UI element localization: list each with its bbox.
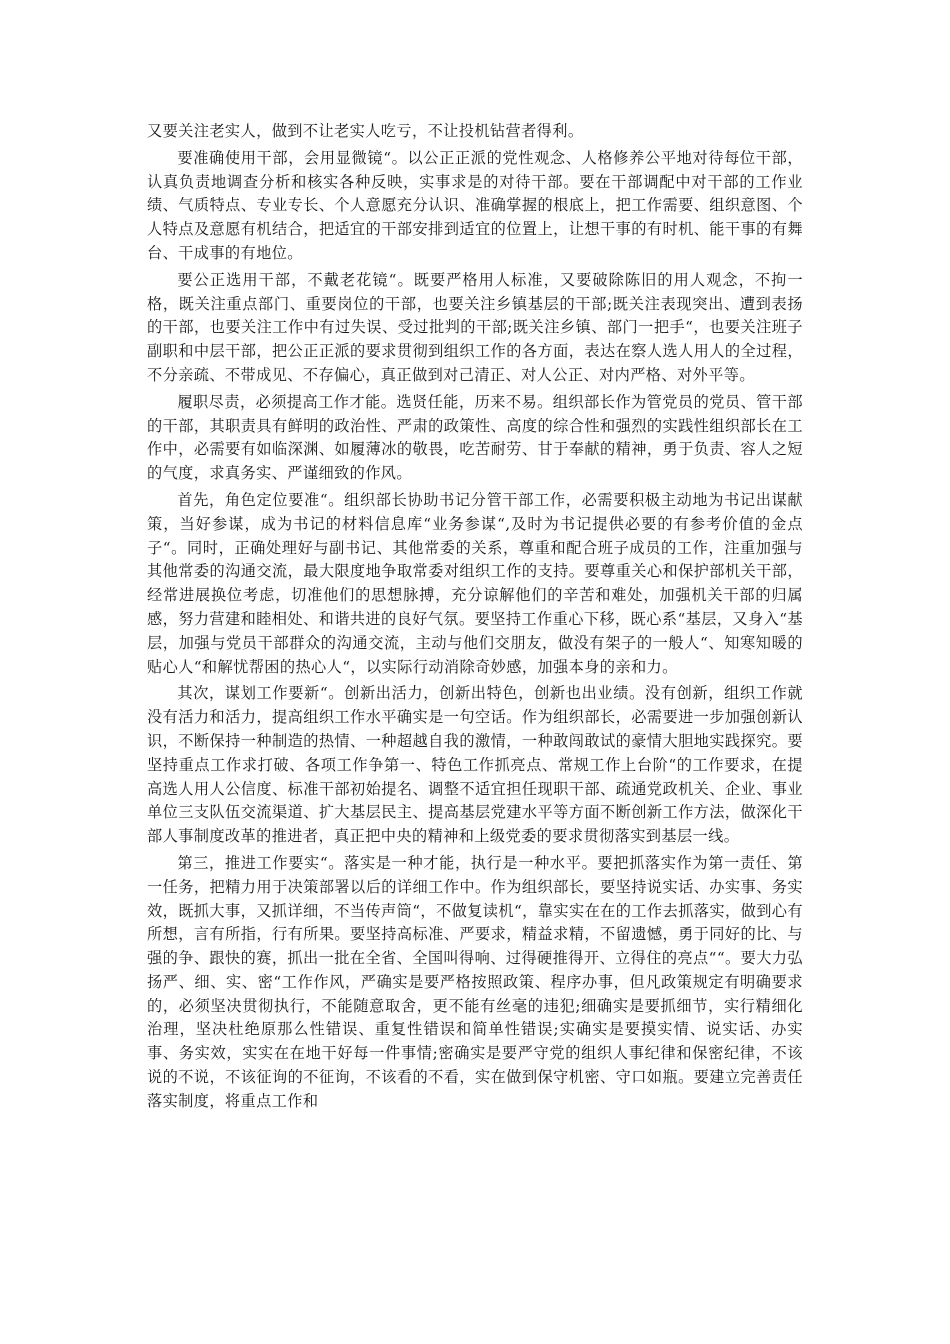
body-text <box>147 120 803 1117</box>
paragraph: 要准确使用干部，会用显微镜“。以公正正派的党性观念、人格修养公平地对待每位干部，认真负责地调查分析和核实各种反映，实事求是的对待干部。要在干部调配中对干部的工作业绩、气质特点、专业专长、个人意愿充分认识、准确掌握的根底上，把工作需要、组织意图、个人特点及意愿有机结合，把适宜的干部安排到适宜的位置上，让想干事的有时机、能干事的有舞台、干成事的有地位。 <box>147 148 803 262</box>
paragraph: 要公正选用干部，不戴老花镜“。既要严格用人标准，又要破除陈旧的用人观念，不拘一格，既关注重点部门、重要岗位的干部，也要关注乡镇基层的干部;既关注表现突出、遭到表扬的干部，也要关注工作中有过失误、受过批判的干部;既关注乡镇、部门一把手“，也要关注班子副职和中层干部，把公正正派的要求贯彻到组织工作的各方面，表达在察人选人用人的全过程，不分亲疏、不带成见、不存偏心，真正做到对己清正、对人公正、对内严格、对外平等。 <box>147 270 803 384</box>
paragraph: 第三，推进工作要实“。落实是一种才能，执行是一种水平。要把抓落实作为第一责任、第一任务，把精力用于决策部署以后的详细工作中。作为组织部长，要坚持说实话、办实事、务实效，既抓大事，又抓详细，不当传声筒“，不做复读机“，靠实实在在的工作去抓落实，做到心有所想，言有所指，行有所果。要坚持高标准、严要求，精益求精，不留遗憾，勇于同好的比、与强的争、跟快的赛，抓出一批在全省、全国叫得响、过得硬推得开、立得住的亮点““。要大力弘扬严、细、实、密“工作作风，严确实是要严格按照政策、程序办事，但凡政策规定有明确要求的，必须坚决贯彻执行，不能随意取舍，更不能有丝毫的违犯;细确实是要抓细节，实行精细化治理，坚决杜绝原那么性错误、重复性错误和简单性错误;实确实是要摸实情、说实话、办实事、务实效，实实在在地干好每一件事情;密确实是要严守党的组织人事纪律和保密纪律，不该说的不说，不该征询的不征询，不该看的不看，实在做到保守机密、守口如瓶。要建立完善责任落实制度，将重点工作和 <box>147 853 803 1110</box>
paragraph: 又要关注老实人，做到不让老实人吃亏，不让投机钻营者得利。 <box>147 122 584 140</box>
paragraph: 其次，谋划工作要新“。创新出活力，创新出特色，创新也出业绩。没有创新，组织工作就没有活力和活力，提高组织工作水平确实是一句空话。作为组织部长，必需要进一步加强创新认识，不断保持一种制造的热情、一种超越自我的激情，一种敢闯敢试的豪情大胆地实践探究。要坚持重点工作求打破、各项工作争第一、特色工作抓亮点、常规工作上台阶“的工作要求，在提高选人用人公信度、标准干部初始提名、调整不适宜担任现职干部、疏通党政机关、企业、事业单位三支队伍交流渠道、扩大基层民主、提高基层党建水平等方面不断创新工作方法，做深化干部人事制度改革的推进者，真正把中央的精神和上级党委的要求贯彻落实到基层一线。 <box>147 684 803 846</box>
paragraph: 履职尽责，必须提高工作才能。选贤任能，历来不易。组织部长作为管党员的党员、管干部的干部，其职责具有鲜明的政治性、严肃的政策性、高度的综合性和强烈的实践性组织部长在工作中，必需要有如临深渊、如履薄冰的敬畏，吃苦耐劳、甘于奉献的精神，勇于负责、容人之短的气度，求真务实、严谨细致的作风。 <box>147 392 803 483</box>
paragraph: 首先，角色定位要准“。组织部长协助书记分管干部工作，必需要积极主动地为书记出谋献策，当好参谋，成为书记的材料信息库“业务参谋“,及时为书记提供必要的有参考价值的金点子“。同时，正确处理好与副书记、其他常委的关系，尊重和配合班子成员的工作，注重加强与其他常委的沟通交流，最大限度地争取常委对组织工作的支持。要尊重关心和保护部机关干部，经常进展换位考虑，切准他们的思想脉搏，充分谅解他们的辛苦和难处，加强机关干部的归属感，努力营建和睦相处、和谐共进的良好气氛。要坚持工作重心下移，既心系“基层，又身入“基层，加强与党员干部群众的沟通交流，主动与他们交朋友，做没有架子的一般人“、知寒知暖的贴心人“和解忧帮困的热心人“，以实际行动消除奇妙感，加强本身的亲和力。 <box>147 490 803 676</box>
